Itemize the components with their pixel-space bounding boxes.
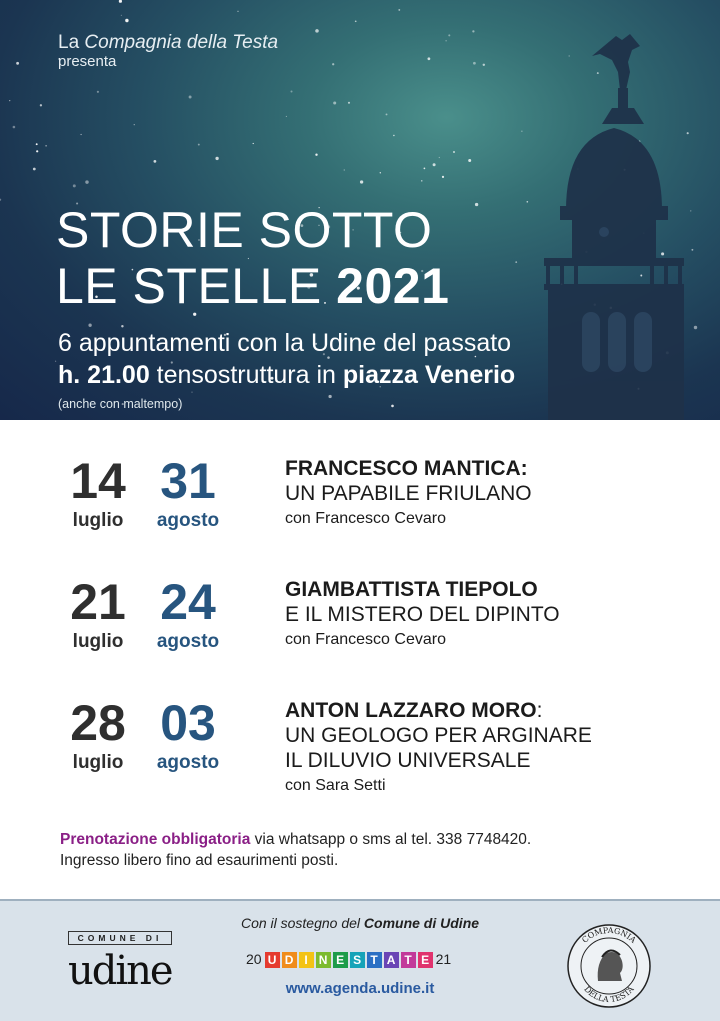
header-banner — [0, 0, 720, 420]
event-month: luglio — [72, 752, 124, 773]
event-day: 28 — [70, 695, 126, 751]
event-month: agosto — [156, 510, 220, 531]
event-info — [285, 698, 592, 797]
event-day: 24 — [160, 574, 216, 630]
event-date-first — [58, 453, 138, 532]
event-speaker-name: ANTON LAZZARO MORO — [285, 699, 537, 722]
presenter-credit — [58, 32, 278, 71]
event-month: agosto — [156, 752, 220, 773]
event-title-line: E IL MISTERO DEL DIPINTO — [285, 603, 560, 626]
udinestate-year-pre: 20 — [246, 951, 262, 967]
event-date-second — [148, 695, 228, 774]
udinestate-letters — [264, 951, 434, 968]
event-date-first — [58, 695, 138, 774]
seal-text-bottom: DELLA TESTA — [582, 984, 636, 1005]
presenter-prefix: La — [58, 32, 85, 53]
title-line-2-text: LE STELLE — [56, 258, 337, 314]
udinestate-letter: A — [384, 952, 399, 968]
compagnia-della-testa-seal-logo — [566, 923, 652, 1009]
poster-title — [56, 202, 449, 314]
udinestate-letter: N — [316, 952, 331, 968]
event-date-second — [148, 453, 228, 532]
booking-info — [60, 829, 531, 871]
subtitle-line-2 — [58, 359, 515, 391]
event-speaker-subject: FRANCESCO MANTICA: — [285, 457, 528, 480]
event-name-colon: : — [536, 699, 543, 722]
event-day: 03 — [160, 695, 216, 751]
event-month: luglio — [72, 631, 124, 652]
udinestate-letter: U — [265, 952, 280, 968]
udinestate-letter: E — [418, 952, 433, 968]
udinestate-letter: E — [333, 952, 348, 968]
udinestate-letter: S — [350, 952, 365, 968]
subtitle-line-1: 6 appuntamenti con la Udine del passato — [58, 329, 512, 357]
booking-required: Prenotazione obbligatoria — [60, 831, 251, 848]
event-host: con Sara Setti — [285, 777, 386, 794]
event-date-first — [58, 574, 138, 653]
event-time: h. 21.00 — [58, 361, 150, 389]
event-host: con Francesco Cevaro — [285, 510, 446, 527]
event-title-line: UN GEOLOGO PER ARGINARE — [285, 724, 592, 747]
event-date-second — [148, 574, 228, 653]
presenter-name: Compagnia della Testa — [84, 32, 279, 53]
booking-line-2: Ingresso libero fino ad esaurimenti posti. — [60, 852, 339, 869]
sponsor-footer — [0, 899, 720, 1021]
seal-text-top: COMPAGNIA — [580, 925, 638, 945]
venue-place: piazza Venerio — [342, 361, 516, 389]
website-link[interactable]: www.agenda.udine.it — [285, 980, 435, 997]
title-line-2 — [56, 258, 449, 314]
event-month: luglio — [72, 510, 124, 531]
comune-logo-label: COMUNE DI — [68, 931, 172, 945]
event-info — [285, 577, 560, 651]
title-year: 2021 — [336, 258, 450, 314]
venue-text: tensostruttura in — [149, 361, 343, 389]
event-host: con Francesco Cevaro — [285, 631, 446, 648]
event-speaker-subject: GIAMBATTISTA TIEPOLO — [285, 578, 538, 601]
event-day: 14 — [70, 453, 126, 509]
udinestate-letter: I — [299, 952, 314, 968]
event-title-line: UN PAPABILE FRIULANO — [285, 482, 532, 505]
comune-logo-wordmark: udine — [68, 948, 172, 994]
event-info — [285, 456, 532, 530]
booking-contact: via whatsapp o sms al tel. 338 7748420. — [250, 831, 532, 848]
udinestate-letter: T — [367, 952, 382, 968]
event-month: agosto — [156, 631, 220, 652]
support-name: Comune di Udine — [363, 915, 480, 931]
support-prefix: Con il sostegno del — [240, 915, 364, 931]
event-day: 21 — [70, 574, 126, 630]
booking-line-1 — [60, 829, 531, 850]
event-day: 31 — [160, 453, 216, 509]
event-speaker-subject — [285, 698, 592, 723]
weather-note: (anche con maltempo) — [58, 397, 183, 411]
udinestate-year-post: 21 — [435, 951, 452, 967]
udinestate-logo — [244, 949, 453, 969]
udinestate-letter: T — [401, 952, 416, 968]
title-line-1: STORIE SOTTO — [56, 202, 433, 258]
poster-subtitle — [58, 327, 515, 391]
udinestate-letter: D — [282, 952, 297, 968]
event-title-line: IL DILUVIO UNIVERSALE — [285, 749, 531, 772]
presenter-sub: presenta — [58, 53, 117, 70]
